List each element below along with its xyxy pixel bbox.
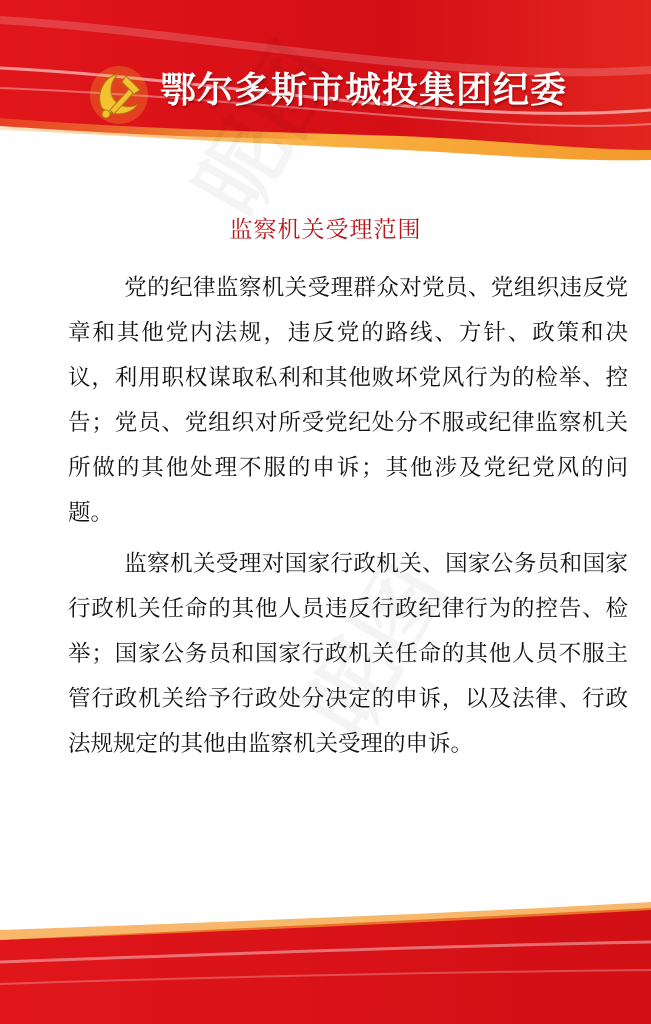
party-emblem-icon — [88, 64, 150, 126]
footer-wave-background — [0, 900, 651, 1024]
paragraph: 监察机关受理对国家行政机关、国家公务员和国家行政机关任命的其他人员违反行政纪律行为的控告、检举；国家公务员和国家行政机关任命的其他人员不服主管行政机关给予行政处分决定的申诉，以及法律、行政法规规定的其他由监察机关受理的申诉。 — [68, 551, 628, 757]
footer-banner — [0, 900, 651, 1024]
document-body — [68, 266, 628, 773]
paragraph: 党的纪律监察机关受理群众对党员、党组织违反党章和其他党内法规，违反党的路线、方针、政策和决议，利用职权谋取私利和其他败坏党风行为的检举、控告；党员、党组织对所受党纪处分不服或纪律监察机关所做的其他处理不服的申诉；其他涉及党纪党风的问题。 — [68, 275, 628, 526]
document-title: 监察机关受理范围 — [229, 217, 422, 243]
organization-title: 鄂尔多斯市城投集团纪委 — [160, 70, 568, 111]
header-banner — [0, 0, 651, 200]
